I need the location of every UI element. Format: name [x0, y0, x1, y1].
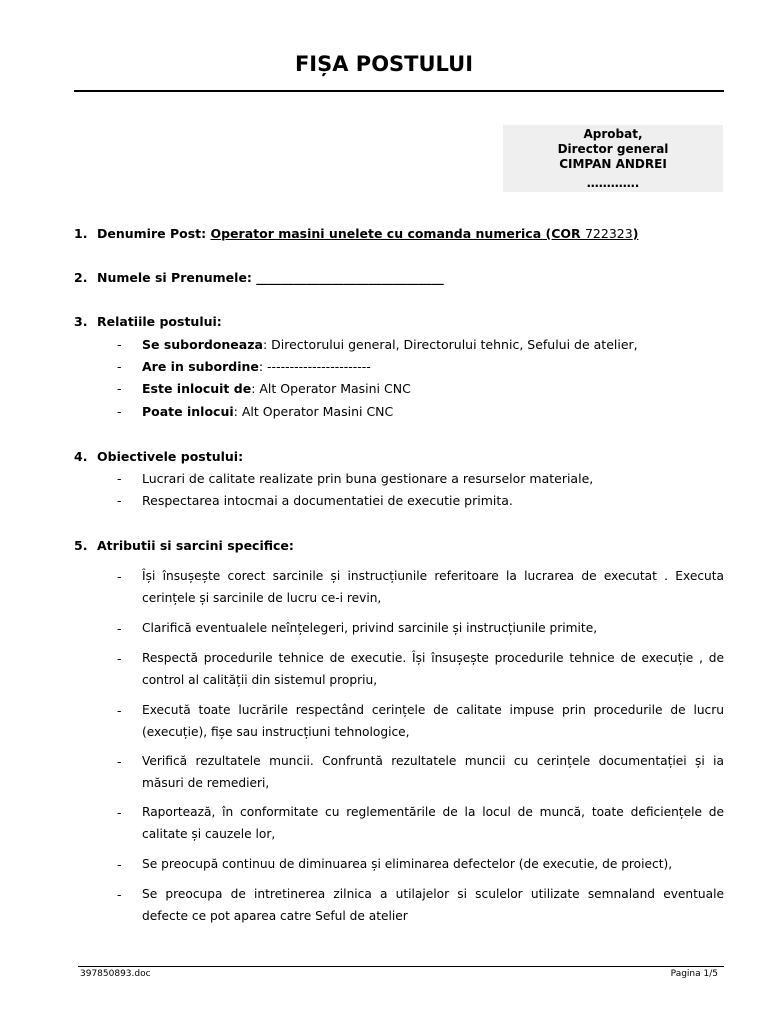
section-number: 2.	[74, 270, 88, 285]
list-item	[142, 404, 393, 419]
job-title-text: Operator masini unelete cu comanda numerica (COR	[210, 226, 585, 241]
list-item	[142, 381, 411, 396]
approval-box	[503, 125, 723, 192]
bullet: -	[117, 754, 122, 769]
bullet: -	[117, 493, 122, 508]
approval-line-1: Aprobat,	[583, 127, 643, 141]
list-item: Se preocupă continuu de diminuarea și eliminarea defectelor (de executie, de proiect),	[142, 857, 673, 871]
approval-line-2: Director general	[557, 142, 669, 156]
approval-line-3: CIMPAN ANDREI	[559, 157, 667, 171]
bullet: -	[117, 887, 122, 902]
section-label: Denumire Post:	[97, 226, 211, 241]
bullet: -	[117, 621, 122, 636]
list-item: Respectarea intocmai a documentatiei de executie primita.	[142, 493, 513, 508]
footer-rule	[78, 966, 724, 967]
approval-signature: ………….	[586, 176, 640, 190]
bullet: -	[117, 404, 122, 419]
section-1-heading	[74, 226, 638, 241]
section-label: Obiectivele postului:	[97, 449, 244, 464]
section-3-heading	[74, 314, 222, 329]
bullet: -	[117, 359, 122, 374]
relation-term: Este inlocuit de	[142, 381, 252, 396]
name-blank: ______________________________	[256, 270, 444, 285]
bullet: -	[117, 337, 122, 352]
section-label: Atributii si sarcini specifice:	[97, 538, 294, 553]
relation-term: Poate inlocui	[142, 404, 234, 419]
list-item: Lucrari de calitate realizate prin buna gestionare a resurselor materiale,	[142, 471, 594, 486]
bullet: -	[117, 569, 122, 584]
job-title-end: )	[632, 226, 639, 241]
section-number: 4.	[74, 449, 88, 464]
bullet: -	[117, 471, 122, 486]
title-rule	[74, 90, 724, 92]
relation-term: Se subordoneaza	[142, 337, 263, 352]
bullet: -	[117, 857, 122, 872]
bullet: -	[117, 805, 122, 820]
cor-code: 722323	[584, 226, 633, 241]
bullet: -	[117, 651, 122, 666]
bullet: -	[117, 381, 122, 396]
bullet: -	[117, 703, 122, 718]
list-item: Respectă procedurile tehnice de executie. Își însușește procedurile tehnice de execuție , de control al calității din sistemul propriu,	[142, 651, 724, 687]
relation-term: Are in subordine	[142, 359, 259, 374]
list-item	[142, 359, 371, 374]
relation-text: : Alt Operator Masini CNC	[251, 381, 411, 396]
list-item: Verifică rezultatele muncii. Confruntă rezultatele muncii cu cerințele documentației și ia măsuri de remedieri,	[142, 754, 724, 790]
section-number: 1.	[74, 226, 88, 241]
list-item: Execută toate lucrările respectând cerințele de calitate impuse prin procedurile de lucru (execuție), fișe sau instrucțiuni tehnologice,	[142, 703, 724, 739]
section-4-heading	[74, 449, 243, 464]
section-label: Relatiile postului:	[97, 314, 222, 329]
section-number: 3.	[74, 314, 88, 329]
section-number: 5.	[74, 538, 88, 553]
relation-text: : Directorului general, Directorului tehnic, Sefului de atelier,	[262, 337, 638, 352]
list-item: Se preocupa de intretinerea zilnica a utilajelor si sculelor utilizate semnaland eventuale defecte ce pot aparea catre Seful de atelier	[142, 887, 724, 923]
page-title: FIȘA POSTULUI	[294, 52, 474, 76]
list-item: Clarifică eventualele neînțelegeri, privind sarcinile și instrucțiunile primite,	[142, 621, 598, 635]
section-label: Numele si Prenumele:	[97, 270, 257, 285]
footer-filename: 397850893.doc	[80, 969, 151, 979]
list-item: Raportează, în conformitate cu reglementările de la locul de muncă, toate deficiențele de calitate și cauzele lor,	[142, 805, 724, 841]
list-item	[142, 337, 638, 352]
job-title	[210, 226, 638, 241]
footer-page-number: Pagina 1/5	[670, 969, 718, 979]
list-item: Își însușește corect sarcinile și instrucțiunile referitoare la lucrarea de executat . Executa cerințele și sarcinile de lucru ce-i revin,	[142, 569, 724, 605]
relation-text: : -----------------------	[258, 359, 371, 374]
relation-text: : Alt Operator Masini CNC	[233, 404, 394, 419]
section-5-heading	[74, 538, 294, 553]
section-2-heading	[74, 270, 444, 285]
